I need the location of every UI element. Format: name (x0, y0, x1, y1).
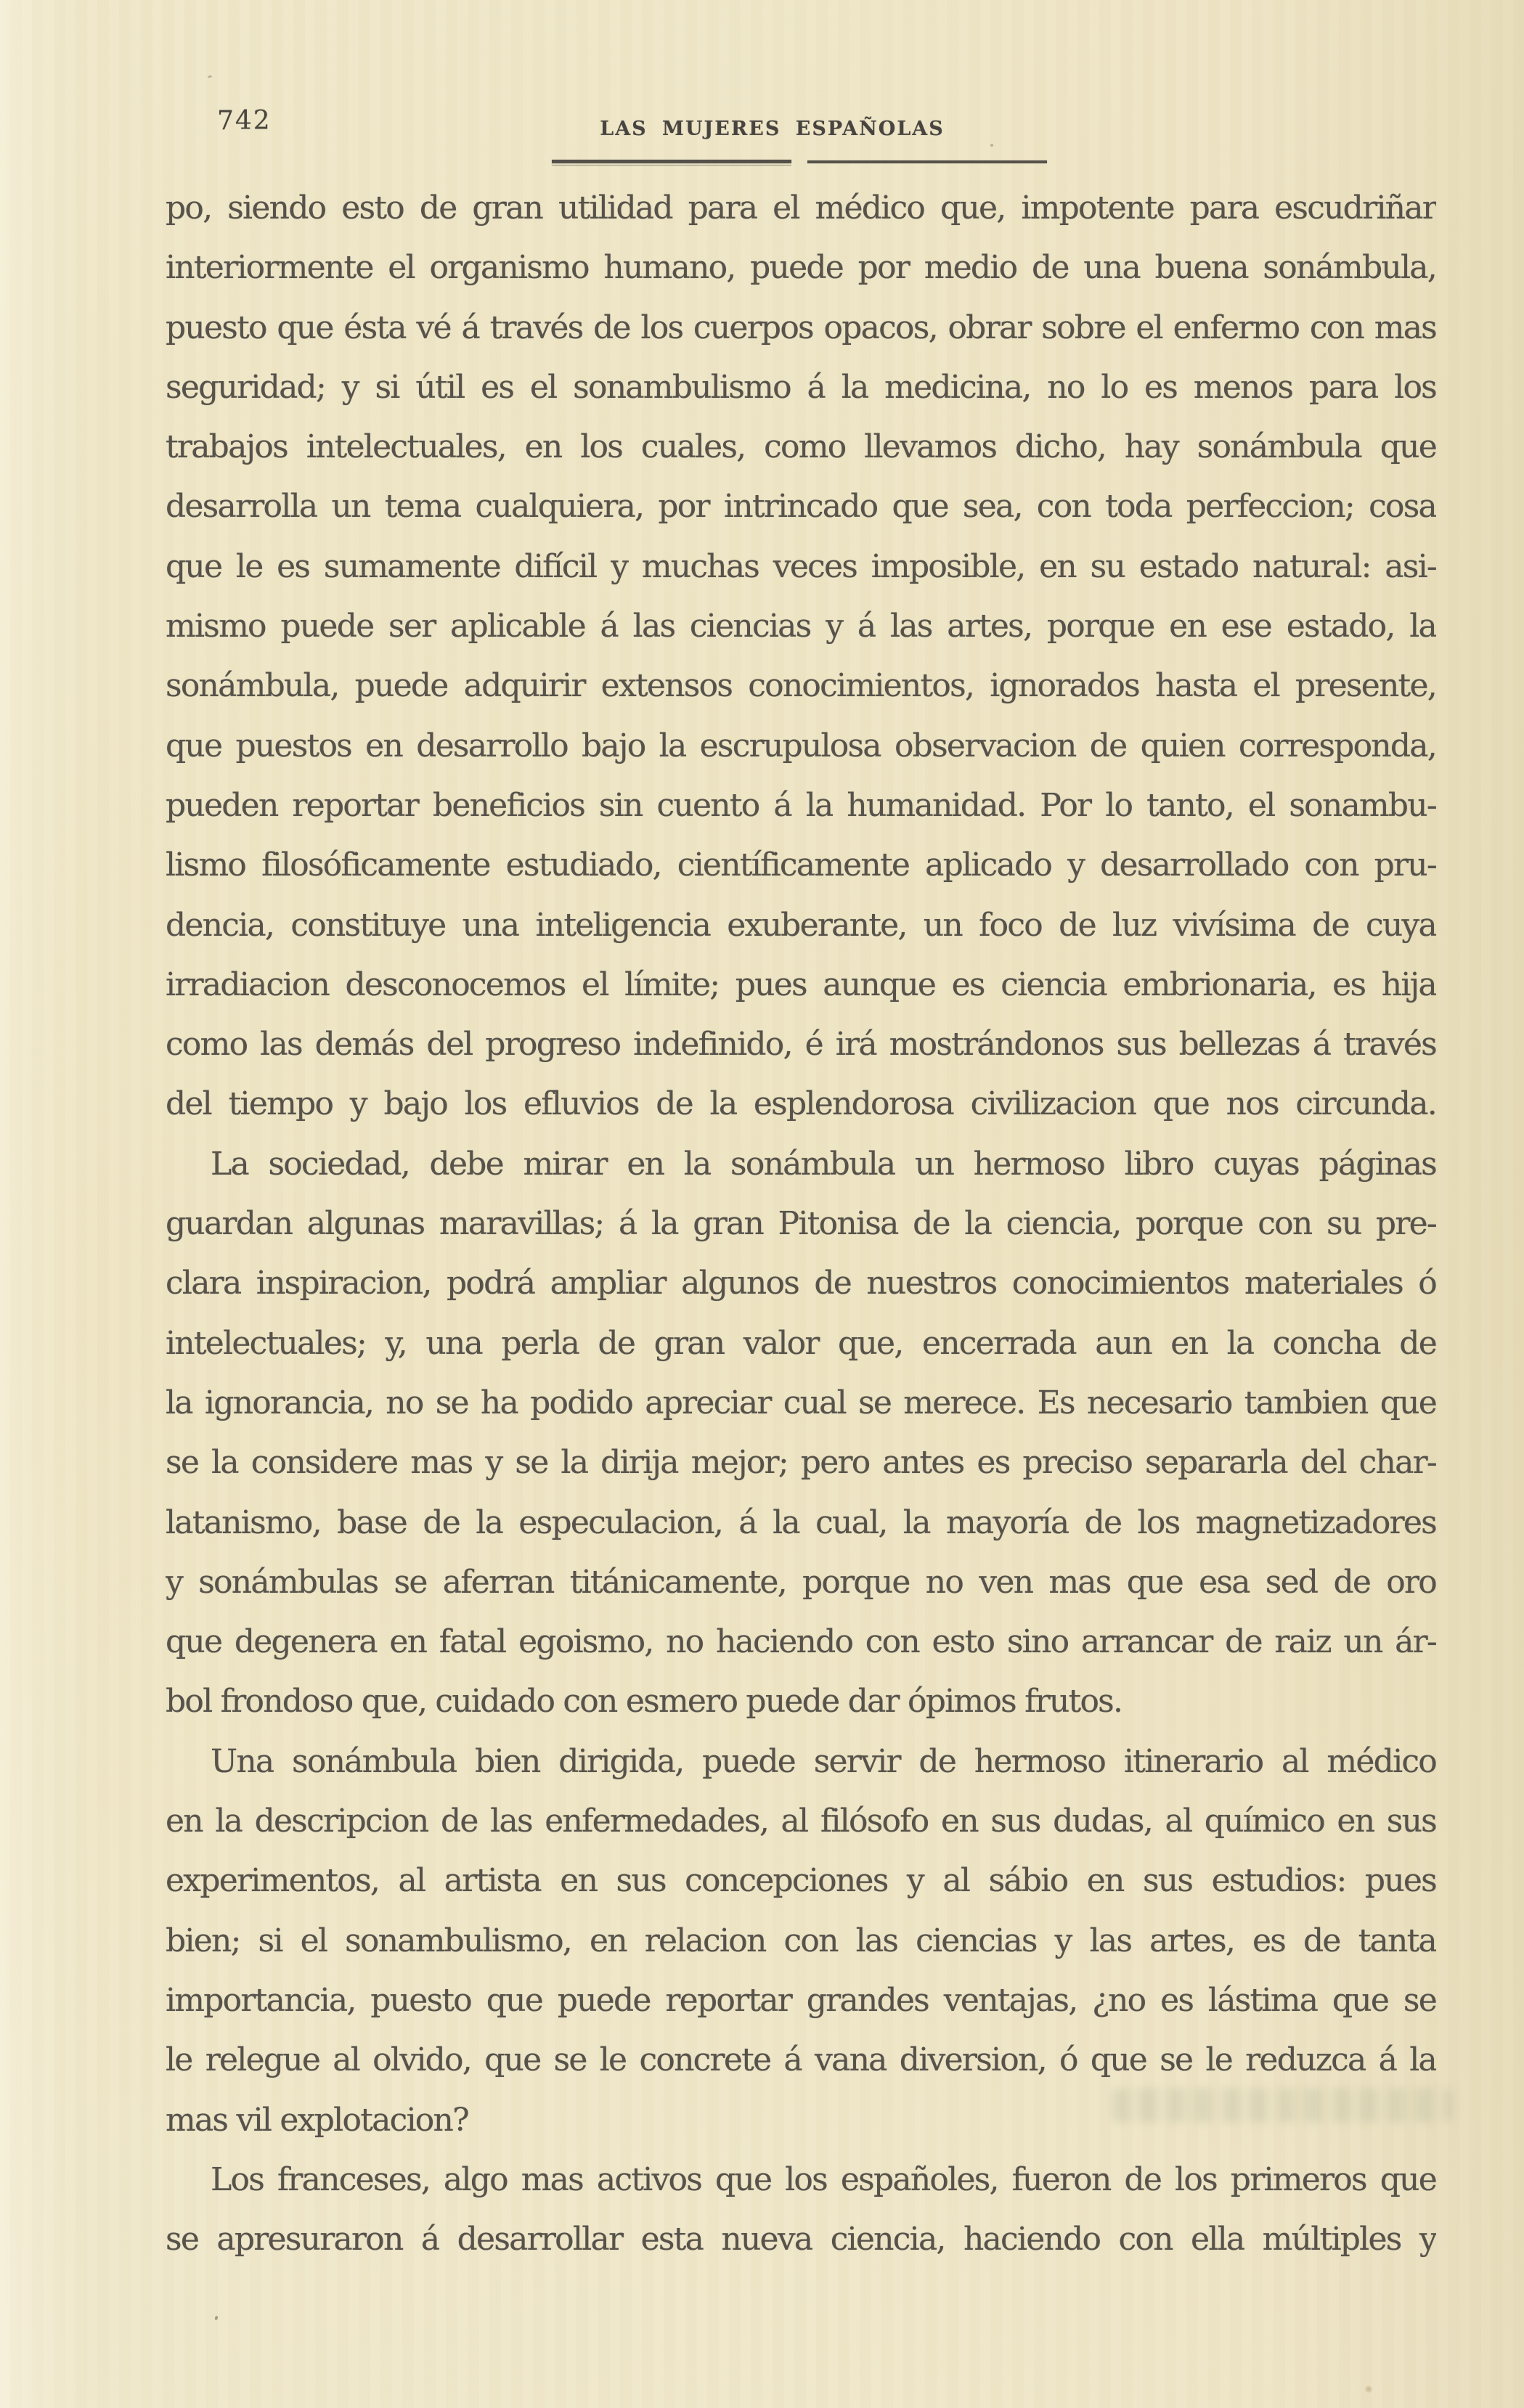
text-line: del tiempo y bajo los efluvios de la esplendorosa civilizacion que nos circunda. (166, 1085, 1436, 1123)
header-rule-right (807, 160, 1047, 163)
running-header-title: LAS MUJERES ESPAÑOLAS (600, 118, 945, 140)
text-line: que le es sumamente difícil y muchas veces imposible, en su estado natural: asi- (166, 547, 1436, 585)
text-line: guardan algunas maravillas; á la gran Pitonisa de la ciencia, porque con su pre- (166, 1205, 1436, 1243)
text-line: bien; si el sonambulismo, en relacion con las ciencias y las artes, es de tanta (166, 1922, 1436, 1959)
text-line: intelectuales; y, una perla de gran valor que, encerrada aun en la concha de (166, 1324, 1436, 1362)
text-line: en la descripcion de las enfermedades, al filósofo en sus dudas, al químico en sus (166, 1803, 1436, 1840)
text-line: seguridad; y si útil es el sonambulismo á la medicina, no lo es menos para los (166, 368, 1436, 406)
text-line: experimentos, al artista en sus concepciones y al sábio en sus estudios: pues (166, 1862, 1436, 1900)
text-line: desarrolla un tema cualquiera, por intrincado que sea, con toda perfeccion; cosa (166, 488, 1436, 526)
text-line: latanismo, base de la especulacion, á la cual, la mayoría de los magnetizadores (166, 1503, 1436, 1541)
text-line: bol frondoso que, cuidado con esmero puede dar ópimos frutos. (166, 1683, 1122, 1721)
text-line: po, siendo esto de gran utilidad para el médico que, impotente para escudriñar (166, 189, 1436, 226)
header-rule-left (552, 160, 791, 163)
bleed-through-artifact (1112, 2088, 1454, 2123)
text-line: importancia, puesto que puede reportar grandes ventajas, ¿no es lástima que se (166, 1981, 1436, 2019)
text-line: se la considere mas y se la dirija mejor; pero antes es preciso separarla del char- (166, 1444, 1436, 1482)
paper-speck (1365, 2385, 1372, 2393)
text-line: mas vil explotacion? (166, 2101, 468, 2139)
text-line: Los franceses, algo mas activos que los españoles, fueron de los primeros que (211, 2160, 1436, 2198)
text-line: que degenera en fatal egoismo, no haciendo con esto sino arrancar de raiz un ár- (166, 1623, 1436, 1661)
text-line: como las demás del progreso indefinido, é irá mostrándonos sus bellezas á través (166, 1026, 1436, 1064)
paper-speck (214, 2316, 219, 2321)
text-line: mismo puede ser aplicable á las ciencias y á las artes, porque en ese estado, la (166, 608, 1436, 645)
text-line: se apresuraron á desarrollar esta nueva ciencia, haciendo con ella múltiples y (166, 2221, 1436, 2258)
header-rule-left-shadow (552, 165, 791, 166)
text-line: que puestos en desarrollo bajo la escrupulosa observacion de quien corresponda, (166, 727, 1436, 764)
text-line: dencia, constituye una inteligencia exuberante, un foco de luz vivísima de cuya (166, 906, 1436, 944)
paper-speck (208, 75, 212, 78)
text-line: interiormente el organismo humano, puede por medio de una buena sonámbula, (166, 249, 1436, 287)
text-line: trabajos intelectuales, en los cuales, como llevamos dicho, hay sonámbula que (166, 428, 1436, 466)
text-line: puesto que ésta vé á través de los cuerpos opacos, obrar sobre el enfermo con mas (166, 309, 1436, 346)
paper-speck (990, 144, 993, 147)
text-line: sonámbula, puede adquirir extensos conocimientos, ignorados hasta el presente, (166, 667, 1436, 705)
text-line: la ignorancia, no se ha podido apreciar cual se merece. Es necesario tambien que (166, 1384, 1436, 1421)
text-line: le relegue al olvido, que se le concrete á vana diversion, ó que se le reduzca á la (166, 2041, 1436, 2079)
text-line: lismo filosóficamente estudiado, científicamente aplicado y desarrollado con pru- (166, 846, 1436, 884)
text-line: irradiacion desconocemos el límite; pues aunque es ciencia embrionaria, es hija (166, 966, 1436, 1003)
text-line: pueden reportar beneficios sin cuento á la humanidad. Por lo tanto, el sonambu- (166, 786, 1436, 824)
text-line: clara inspiracion, podrá ampliar algunos de nuestros conocimientos materiales ó (166, 1265, 1436, 1302)
page-number: 742 (217, 106, 272, 136)
text-line: La sociedad, debe mirar en la sonámbula un hermoso libro cuyas páginas (211, 1145, 1436, 1183)
text-line: Una sonámbula bien dirigida, puede servir de hermoso itinerario al médico (211, 1742, 1436, 1780)
text-line: y sonámbulas se aferran titánicamente, porque no ven mas que esa sed de oro (166, 1563, 1436, 1601)
text-block (166, 179, 1436, 2269)
